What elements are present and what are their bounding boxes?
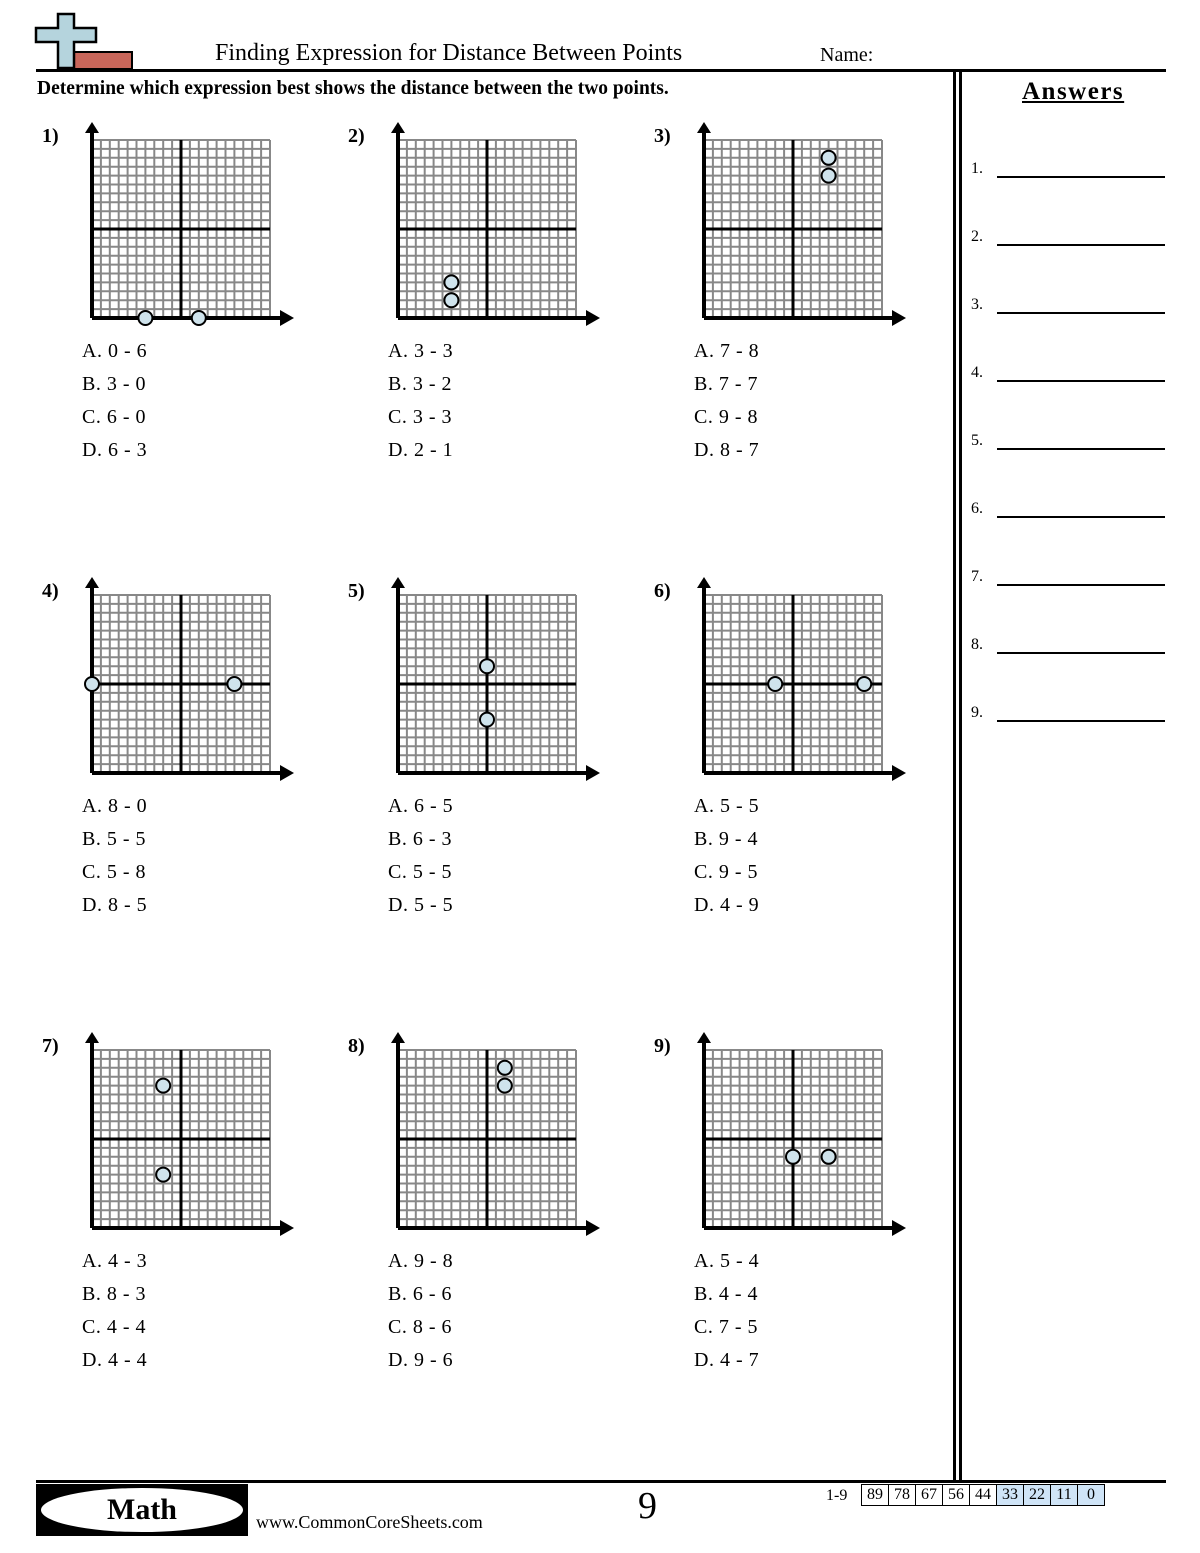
name-label: Name:	[820, 44, 874, 66]
problem-number: 1)	[42, 125, 59, 147]
logo-plus-icon	[34, 12, 134, 70]
page-number: 9	[638, 1485, 657, 1527]
answer-choice: A. 9 - 8	[388, 1250, 454, 1272]
x-axis-arrow	[280, 310, 294, 326]
score-cell: 89	[861, 1484, 889, 1506]
y-axis-arrow	[391, 1032, 405, 1043]
problem-number: 6)	[654, 580, 671, 602]
answer-blank[interactable]	[997, 720, 1165, 722]
score-range: 1-9	[826, 1487, 848, 1504]
plotted-point	[498, 1079, 512, 1093]
answer-blank[interactable]	[997, 176, 1165, 178]
answer-number: 2.	[971, 228, 983, 245]
x-axis-arrow	[280, 765, 294, 781]
score-cell: 0	[1077, 1484, 1105, 1506]
problem-number: 5)	[348, 580, 365, 602]
plotted-point	[786, 1150, 800, 1164]
answer-choice: B. 8 - 3	[82, 1283, 146, 1305]
x-axis-arrow	[892, 765, 906, 781]
answer-number: 4.	[971, 364, 983, 381]
plotted-point	[138, 311, 152, 325]
coordinate-grid	[343, 1030, 613, 1255]
coordinate-grid	[37, 120, 307, 345]
answer-blank[interactable]	[997, 584, 1165, 586]
plotted-point	[822, 1150, 836, 1164]
website-url[interactable]: www.CommonCoreSheets.com	[256, 1512, 483, 1532]
coordinate-grid	[37, 1030, 307, 1255]
x-axis-arrow	[892, 310, 906, 326]
x-axis-arrow	[586, 765, 600, 781]
answer-choice: D. 2 - 1	[388, 439, 454, 461]
plotted-point	[227, 677, 241, 691]
plotted-point	[822, 151, 836, 165]
y-axis-arrow	[697, 122, 711, 133]
y-axis-arrow	[697, 577, 711, 588]
plotted-point	[480, 659, 494, 673]
score-cell: 67	[915, 1484, 943, 1506]
plotted-point	[156, 1079, 170, 1093]
answer-choice: D. 6 - 3	[82, 439, 148, 461]
answer-choice: C. 3 - 3	[388, 406, 452, 428]
problem-number: 4)	[42, 580, 59, 602]
answer-choice: A. 6 - 5	[388, 795, 454, 817]
x-axis-arrow	[892, 1220, 906, 1236]
answer-choice: D. 5 - 5	[388, 894, 454, 916]
plotted-point	[498, 1061, 512, 1075]
answer-number: 9.	[971, 704, 983, 721]
problem-number: 7)	[42, 1035, 59, 1057]
answer-choice: B. 6 - 6	[388, 1283, 452, 1305]
answer-blank[interactable]	[997, 380, 1165, 382]
x-axis-arrow	[586, 1220, 600, 1236]
score-cell: 11	[1050, 1484, 1078, 1506]
answer-choice: B. 4 - 4	[694, 1283, 758, 1305]
x-axis-arrow	[280, 1220, 294, 1236]
answer-number: 6.	[971, 500, 983, 517]
answer-choice: C. 9 - 5	[694, 861, 758, 883]
answer-blank[interactable]	[997, 516, 1165, 518]
answer-choice: A. 8 - 0	[82, 795, 148, 817]
answer-number: 7.	[971, 568, 983, 585]
answer-choice: A. 5 - 4	[694, 1250, 760, 1272]
answer-choice: C. 6 - 0	[82, 406, 146, 428]
worksheet-title: Finding Expression for Distance Between Points	[215, 40, 683, 66]
subject-label: Math	[41, 1488, 243, 1532]
answer-number: 3.	[971, 296, 983, 313]
answer-choice: C. 4 - 4	[82, 1316, 146, 1338]
coordinate-grid	[649, 120, 919, 345]
coordinate-grid	[343, 575, 613, 800]
answer-choice: B. 3 - 0	[82, 373, 146, 395]
answer-choice: B. 6 - 3	[388, 828, 452, 850]
answers-title: Answers	[1022, 78, 1125, 105]
y-axis-arrow	[391, 122, 405, 133]
answer-choice: B. 3 - 2	[388, 373, 452, 395]
plotted-point	[768, 677, 782, 691]
coordinate-grid	[649, 1030, 919, 1255]
answer-choice: D. 8 - 5	[82, 894, 148, 916]
coordinate-grid	[37, 575, 307, 800]
answer-number: 8.	[971, 636, 983, 653]
plotted-point	[192, 311, 206, 325]
score-cell: 22	[1023, 1484, 1051, 1506]
plotted-point	[822, 169, 836, 183]
answer-choice: A. 7 - 8	[694, 340, 760, 362]
header-divider	[36, 69, 1166, 72]
footer-divider	[36, 1480, 1166, 1483]
answer-column-divider-inner	[959, 69, 962, 1482]
y-axis-arrow	[697, 1032, 711, 1043]
plotted-point	[480, 713, 494, 727]
answer-choice: C. 5 - 8	[82, 861, 146, 883]
plotted-point	[156, 1168, 170, 1182]
answer-choice: C. 7 - 5	[694, 1316, 758, 1338]
y-axis-arrow	[391, 577, 405, 588]
answer-blank[interactable]	[997, 652, 1165, 654]
answer-choice: B. 5 - 5	[82, 828, 146, 850]
problem-number: 9)	[654, 1035, 671, 1057]
y-axis-arrow	[85, 1032, 99, 1043]
plotted-point	[444, 275, 458, 289]
answer-choice: D. 4 - 4	[82, 1349, 148, 1371]
coordinate-grid	[343, 120, 613, 345]
answer-blank[interactable]	[997, 244, 1165, 246]
answer-blank[interactable]	[997, 312, 1165, 314]
answer-choice: D. 4 - 9	[694, 894, 760, 916]
answer-choice: A. 0 - 6	[82, 340, 148, 362]
x-axis-arrow	[586, 310, 600, 326]
answer-number: 1.	[971, 160, 983, 177]
answer-choice: B. 7 - 7	[694, 373, 758, 395]
answer-choice: A. 5 - 5	[694, 795, 760, 817]
instructions: Determine which expression best shows the distance between the two points.	[37, 78, 669, 99]
problem-number: 2)	[348, 125, 365, 147]
problem-number: 3)	[654, 125, 671, 147]
answer-choice: D. 8 - 7	[694, 439, 760, 461]
answer-choice: D. 9 - 6	[388, 1349, 454, 1371]
plotted-point	[444, 293, 458, 307]
answer-choice: A. 4 - 3	[82, 1250, 148, 1272]
answer-choice: A. 3 - 3	[388, 340, 454, 362]
problem-number: 8)	[348, 1035, 365, 1057]
y-axis-arrow	[85, 577, 99, 588]
score-cell: 44	[969, 1484, 997, 1506]
plotted-point	[857, 677, 871, 691]
answer-column-divider	[953, 69, 956, 1482]
score-cell: 56	[942, 1484, 970, 1506]
score-cell: 33	[996, 1484, 1024, 1506]
answer-blank[interactable]	[997, 448, 1165, 450]
score-table	[862, 1484, 1105, 1506]
answer-choice: C. 8 - 6	[388, 1316, 452, 1338]
answer-choice: B. 9 - 4	[694, 828, 758, 850]
answer-choice: D. 4 - 7	[694, 1349, 760, 1371]
answer-choice: C. 5 - 5	[388, 861, 452, 883]
answer-choice: C. 9 - 8	[694, 406, 758, 428]
answer-number: 5.	[971, 432, 983, 449]
y-axis-arrow	[85, 122, 99, 133]
score-cell: 78	[888, 1484, 916, 1506]
plotted-point	[85, 677, 99, 691]
coordinate-grid	[649, 575, 919, 800]
